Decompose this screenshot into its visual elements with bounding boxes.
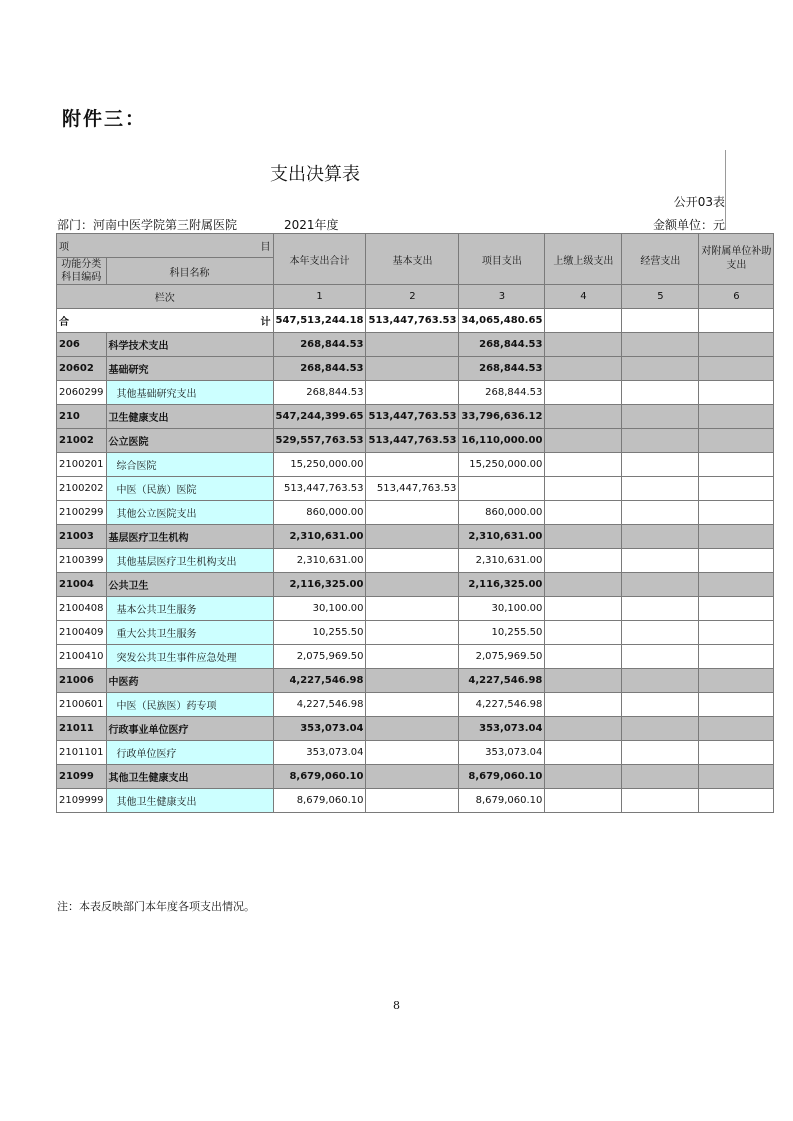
cell-empty [699,477,774,501]
cell-name: 其他基础研究支出 [106,381,273,405]
cell-empty [622,477,699,501]
total-he: 合 [59,317,69,328]
cell-empty [699,429,774,453]
cell-empty [545,669,622,693]
cell-project: 2,310,631.00 [459,549,545,573]
cell-code: 2100202 [57,477,107,501]
cell-empty [545,501,622,525]
cell-total: 268,844.53 [273,381,366,405]
cell-name: 行政事业单位医疗 [106,717,273,741]
cell-total: 513,447,763.53 [273,477,366,501]
cell-code: 21099 [57,765,107,789]
cell-code: 2100409 [57,621,107,645]
total-subsidy [699,309,774,333]
cell-code: 21006 [57,669,107,693]
cell-empty [545,573,622,597]
total-label-cell [57,309,274,333]
cell-project: 4,227,546.98 [459,669,545,693]
amount-unit: 金额单位：元 [652,218,725,232]
cell-project: 8,679,060.10 [459,765,545,789]
cell-basic [366,549,459,573]
cell-empty [545,741,622,765]
cell-name: 重大公共卫生服务 [106,621,273,645]
cell-name: 公共卫生 [106,573,273,597]
table-row [57,717,774,741]
cell-empty [622,765,699,789]
cell-empty [545,621,622,645]
cell-basic [366,597,459,621]
header-project: 项目支出 [459,234,545,285]
cell-empty [622,381,699,405]
form-number: 公开03表 [673,195,725,209]
cell-basic [366,645,459,669]
total-business [622,309,699,333]
total-ji: 计 [260,317,271,328]
cell-empty [699,597,774,621]
cell-total: 268,844.53 [273,357,366,381]
cell-name: 基层医疗卫生机构 [106,525,273,549]
table-row [57,645,774,669]
cell-empty [622,549,699,573]
cell-code: 2101101 [57,741,107,765]
cell-project: 268,844.53 [459,357,545,381]
cell-empty [545,357,622,381]
department-label: 部门：河南中医学院第三附属医院 [57,218,238,232]
cell-name: 突发公共卫生事件应急处理 [106,645,273,669]
header-row-lanci [57,285,774,309]
table-row [57,453,774,477]
cell-project [459,477,545,501]
table-row [57,501,774,525]
cell-name: 其他公立医院支出 [106,501,273,525]
table-row [57,741,774,765]
cell-total: 353,073.04 [273,717,366,741]
cell-basic [366,621,459,645]
cell-code: 21011 [57,717,107,741]
cell-empty [622,669,699,693]
cell-empty [699,333,774,357]
cell-code: 21002 [57,429,107,453]
total-amount: 547,513,244.18 [273,309,366,333]
table-row [57,549,774,573]
cell-project: 268,844.53 [459,333,545,357]
total-row [57,309,774,333]
cell-basic [366,525,459,549]
cell-code: 20602 [57,357,107,381]
cell-empty [622,453,699,477]
cell-basic [366,453,459,477]
cell-empty [699,621,774,645]
cell-empty [699,573,774,597]
cell-project: 33,796,636.12 [459,405,545,429]
header-subsidy: 对附属单位补助支出 [699,234,774,285]
cell-empty [622,645,699,669]
cell-name: 其他卫生健康支出 [106,789,273,813]
attachment-label: 附件三： [62,108,147,130]
cell-basic [366,357,459,381]
cell-basic: 513,447,763.53 [366,429,459,453]
cell-empty [699,717,774,741]
column-number: 1 [273,285,366,309]
table-row [57,333,774,357]
cell-empty [699,789,774,813]
cell-basic: 513,447,763.53 [366,477,459,501]
table-row [57,621,774,645]
cell-name: 科学技术支出 [106,333,273,357]
total-basic: 513,447,763.53 [366,309,459,333]
header-business: 经营支出 [622,234,699,285]
header-total: 本年支出合计 [273,234,366,285]
cell-empty [622,741,699,765]
cell-name: 行政单位医疗 [106,741,273,765]
cell-empty [545,333,622,357]
cell-code: 2109999 [57,789,107,813]
cell-project: 353,073.04 [459,717,545,741]
cell-empty [699,501,774,525]
cell-code: 2100399 [57,549,107,573]
cell-empty [545,405,622,429]
cell-code: 21004 [57,573,107,597]
cell-empty [622,501,699,525]
column-number: 5 [622,285,699,309]
table-note: 注：本表反映部门本年度各项支出情况。 [57,900,255,913]
cell-empty [622,789,699,813]
cell-empty [699,693,774,717]
header-lanci: 栏次 [57,285,274,309]
cell-project: 10,255.50 [459,621,545,645]
cell-project: 16,110,000.00 [459,429,545,453]
cell-code: 2100601 [57,693,107,717]
cell-code: 21003 [57,525,107,549]
table-row [57,693,774,717]
cell-total: 2,075,969.50 [273,645,366,669]
column-number: 4 [545,285,622,309]
table-row [57,573,774,597]
cell-total: 268,844.53 [273,333,366,357]
cell-code: 2100299 [57,501,107,525]
cell-name: 其他卫生健康支出 [106,765,273,789]
cell-project: 268,844.53 [459,381,545,405]
cell-empty [699,453,774,477]
fiscal-year: 2021年度 [284,218,339,232]
header-mu: 目 [260,242,271,253]
cell-total: 10,255.50 [273,621,366,645]
header-xiang: 项 [59,242,69,253]
cell-project: 2,075,969.50 [459,645,545,669]
header-subject-name: 科目名称 [106,258,273,285]
cell-empty [622,429,699,453]
cell-project: 860,000.00 [459,501,545,525]
cell-empty [545,645,622,669]
cell-empty [545,717,622,741]
cell-total: 8,679,060.10 [273,789,366,813]
cell-basic [366,501,459,525]
cell-empty [622,333,699,357]
table-row [57,789,774,813]
header-row-item [57,234,774,258]
cell-name: 基础研究 [106,357,273,381]
cell-empty [622,717,699,741]
cell-project: 2,116,325.00 [459,573,545,597]
cell-name: 基本公共卫生服务 [106,597,273,621]
cell-empty [545,765,622,789]
cell-total: 4,227,546.98 [273,693,366,717]
cell-project: 15,250,000.00 [459,453,545,477]
cell-total: 2,310,631.00 [273,525,366,549]
cell-empty [622,621,699,645]
cell-name: 中医（民族医）药专项 [106,693,273,717]
cell-name: 中医药 [106,669,273,693]
cell-empty [545,549,622,573]
cell-empty [545,597,622,621]
table-row [57,597,774,621]
vertical-divider [725,150,726,230]
cell-empty [699,645,774,669]
cell-name: 中医（民族）医院 [106,477,273,501]
table-row [57,525,774,549]
cell-total: 529,557,763.53 [273,429,366,453]
cell-empty [545,693,622,717]
cell-code: 2100410 [57,645,107,669]
cell-empty [545,789,622,813]
cell-empty [699,741,774,765]
table-row [57,669,774,693]
cell-total: 547,244,399.65 [273,405,366,429]
cell-basic [366,333,459,357]
table-row [57,477,774,501]
cell-basic [366,381,459,405]
cell-basic [366,789,459,813]
cell-total: 30,100.00 [273,597,366,621]
table-title: 支出决算表 [270,164,360,185]
table-row [57,405,774,429]
cell-basic [366,693,459,717]
cell-basic [366,765,459,789]
column-number: 6 [699,285,774,309]
table-row [57,357,774,381]
cell-total: 8,679,060.10 [273,765,366,789]
cell-project: 30,100.00 [459,597,545,621]
cell-basic: 513,447,763.53 [366,405,459,429]
total-project: 34,065,480.65 [459,309,545,333]
cell-total: 2,310,631.00 [273,549,366,573]
cell-empty [699,549,774,573]
table-row [57,765,774,789]
column-number: 3 [459,285,545,309]
cell-empty [545,525,622,549]
cell-total: 353,073.04 [273,741,366,765]
cell-total: 2,116,325.00 [273,573,366,597]
cell-name: 卫生健康支出 [106,405,273,429]
cell-code: 2060299 [57,381,107,405]
cell-project: 4,227,546.98 [459,693,545,717]
cell-total: 860,000.00 [273,501,366,525]
cell-basic [366,741,459,765]
cell-name: 公立医院 [106,429,273,453]
cell-total: 4,227,546.98 [273,669,366,693]
expenditure-table [56,233,774,813]
cell-empty [545,381,622,405]
cell-empty [699,357,774,381]
cell-project: 353,073.04 [459,741,545,765]
column-number: 2 [366,285,459,309]
cell-code: 2100201 [57,453,107,477]
cell-empty [545,453,622,477]
header-func-code: 功能分类科目编码 [57,258,107,285]
cell-empty [545,429,622,453]
header-basic: 基本支出 [366,234,459,285]
cell-empty [699,765,774,789]
cell-empty [622,693,699,717]
cell-empty [699,381,774,405]
cell-name: 综合医院 [106,453,273,477]
page-number: 8 [393,999,400,1012]
cell-project: 8,679,060.10 [459,789,545,813]
cell-empty [622,405,699,429]
cell-empty [622,573,699,597]
table-row [57,429,774,453]
cell-empty [699,405,774,429]
cell-code: 210 [57,405,107,429]
cell-total: 15,250,000.00 [273,453,366,477]
cell-empty [622,597,699,621]
cell-code: 206 [57,333,107,357]
cell-empty [699,525,774,549]
table-row [57,381,774,405]
cell-name: 其他基层医疗卫生机构支出 [106,549,273,573]
cell-empty [622,357,699,381]
cell-basic [366,573,459,597]
cell-empty [545,477,622,501]
cell-basic [366,669,459,693]
cell-project: 2,310,631.00 [459,525,545,549]
cell-basic [366,717,459,741]
total-upper [545,309,622,333]
cell-empty [699,669,774,693]
cell-empty [622,525,699,549]
cell-code: 2100408 [57,597,107,621]
header-item-cell [57,234,274,258]
header-upper: 上缴上级支出 [545,234,622,285]
